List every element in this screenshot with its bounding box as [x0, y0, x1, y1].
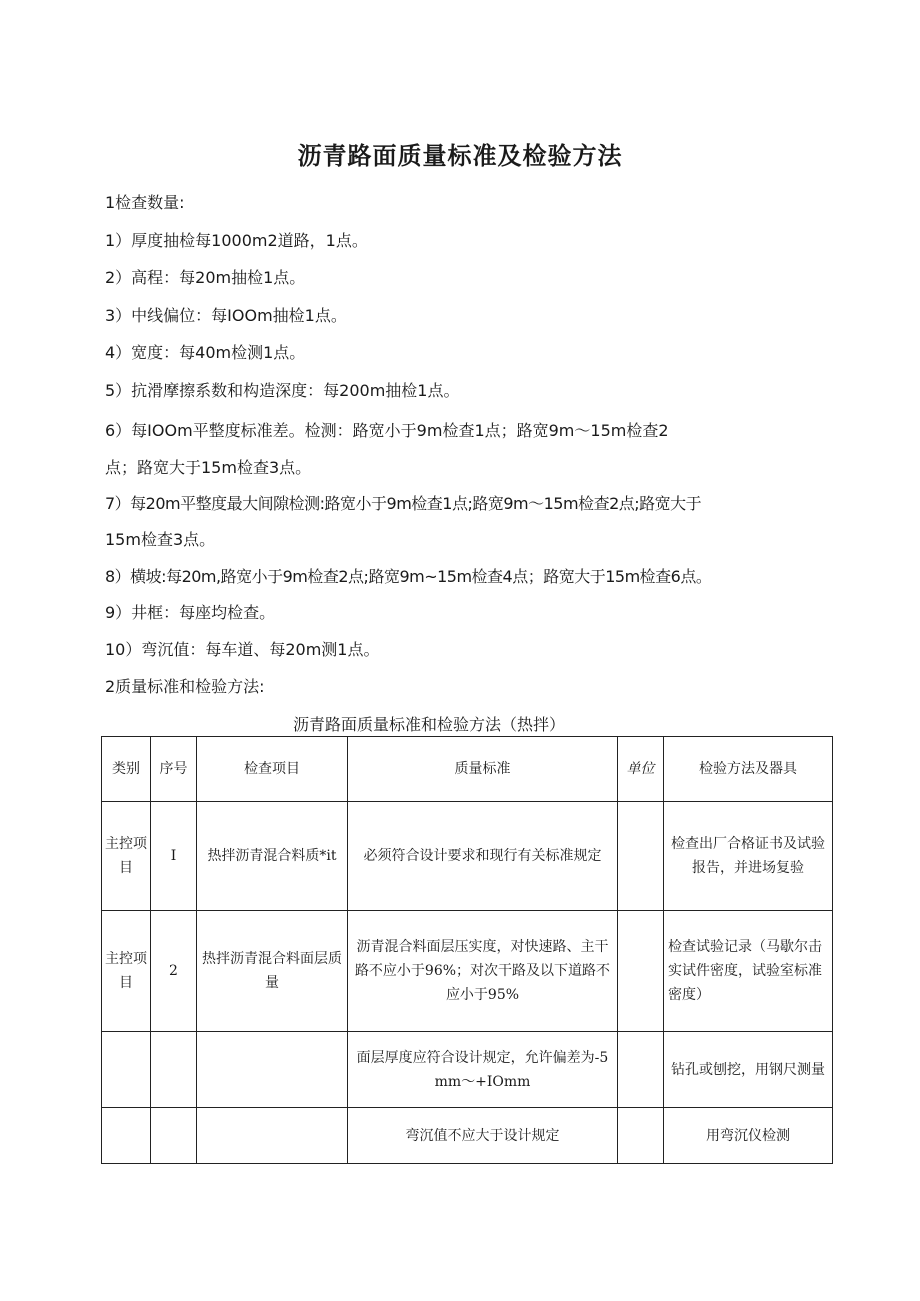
- inspection-item: 5）抗滑摩擦系数和构造深度：每200m抽检1点。: [105, 381, 460, 400]
- cell-category: [102, 1032, 151, 1108]
- cell-item: 热拌沥青混合料面层质量: [197, 911, 348, 1032]
- cell-seq: [151, 1108, 197, 1164]
- section-1-heading: 1检查数量:: [105, 193, 185, 212]
- header-unit: 单位: [618, 737, 664, 802]
- table-header-row: [102, 737, 833, 802]
- inspection-item: 4）宽度：每40m检测1点。: [105, 343, 306, 362]
- table-row: [102, 911, 833, 1032]
- inspection-item: 7）每20m平整度最大间隙检测:路宽小于9m检查1点;路宽9m～15m检查2点;路宽大于: [105, 494, 702, 513]
- inspection-item: 1）厚度抽检每1000m2道路，1点。: [105, 231, 368, 250]
- cell-standard: 必须符合设计要求和现行有关标准规定: [348, 802, 618, 911]
- cell-standard: 面层厚度应符合设计规定，允许偏差为-5mm～+IOmm: [348, 1032, 618, 1108]
- inspection-item: 3）中线偏位：每IOOm抽检1点。: [105, 306, 347, 325]
- header-method: 检验方法及器具: [664, 737, 833, 802]
- table-row: [102, 802, 833, 911]
- cell-seq: 2: [151, 911, 197, 1032]
- cell-category: 主控项目: [102, 911, 151, 1032]
- cell-method: 检查出厂合格证书及试验报告，并进场复验: [664, 802, 833, 911]
- inspection-item: 2）高程：每20m抽检1点。: [105, 268, 306, 287]
- header-category: 类别: [102, 737, 151, 802]
- cell-method: 用弯沉仪检测: [664, 1108, 833, 1164]
- cell-category: 主控项目: [102, 802, 151, 911]
- cell-item: 热拌沥青混合料质*it: [197, 802, 348, 911]
- quality-standards-table: [101, 736, 833, 1164]
- cell-unit: [618, 911, 664, 1032]
- table-caption: 沥青路面质量标准和检验方法（热拌）: [292, 715, 565, 734]
- page-title: 沥青路面质量标准及检验方法: [297, 141, 623, 170]
- cell-item: [197, 1032, 348, 1108]
- cell-method: 检查试验记录（马歇尔击实试件密度，试验室标准密度）: [664, 911, 833, 1032]
- cell-unit: [618, 802, 664, 911]
- inspection-item: 10）弯沉值：每车道、每20m测1点。: [105, 640, 380, 659]
- table-row: [102, 1032, 833, 1108]
- inspection-item-continued: 点；路宽大于15m检查3点。: [105, 458, 312, 477]
- inspection-item: 6）每IOOm平整度标准差。检测：路宽小于9m检查1点；路宽9m～15m检查2: [105, 421, 669, 440]
- cell-unit: [618, 1032, 664, 1108]
- inspection-item-continued: 15m检查3点。: [105, 530, 216, 549]
- cell-category: [102, 1108, 151, 1164]
- header-seq: 序号: [151, 737, 197, 802]
- cell-standard: 沥青混合料面层压实度，对快速路、主干路不应小于96%；对次干路及以下道路不应小于95%: [348, 911, 618, 1032]
- cell-standard: 弯沉值不应大于设计规定: [348, 1108, 618, 1164]
- cell-item: [197, 1108, 348, 1164]
- cell-method: 钻孔或刨挖，用钢尺测量: [664, 1032, 833, 1108]
- inspection-item: 8）横坡:每20m,路宽小于9m检查2点;路宽9m~15m检查4点；路宽大于15m检查6点。: [105, 567, 712, 586]
- inspection-item: 9）井框：每座均检查。: [105, 603, 276, 622]
- cell-seq: I: [151, 802, 197, 911]
- cell-seq: [151, 1032, 197, 1108]
- cell-unit: [618, 1108, 664, 1164]
- header-item: 检查项目: [197, 737, 348, 802]
- section-2-heading: 2质量标准和检验方法:: [105, 677, 265, 696]
- table-row: [102, 1108, 833, 1164]
- header-standard: 质量标准: [348, 737, 618, 802]
